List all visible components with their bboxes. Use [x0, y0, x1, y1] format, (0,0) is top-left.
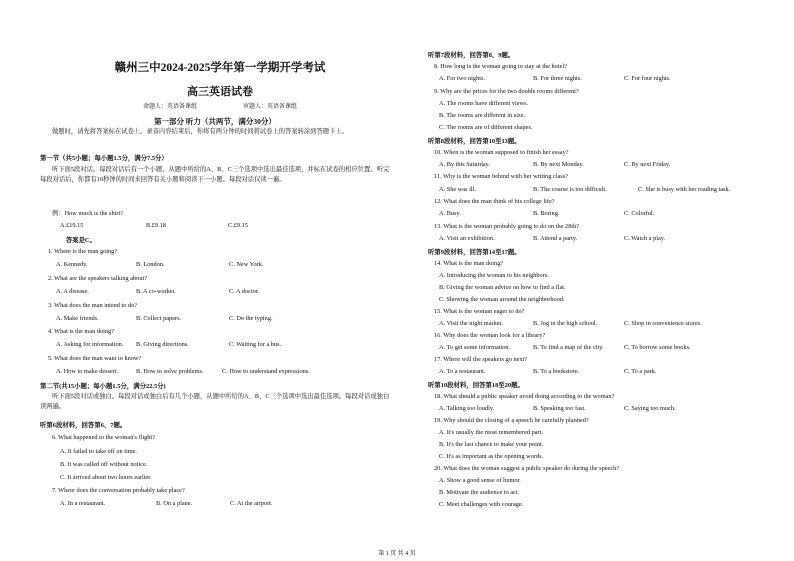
option: C. By next Friday. — [624, 161, 671, 168]
option: B. It was called off without notice. — [60, 461, 148, 468]
authors-line — [120, 101, 320, 110]
example-question: 例：How much is the shirt? — [52, 210, 124, 217]
section1-title: 第一节（共5小题；每小题1.5分，满分7.5分） — [40, 155, 168, 162]
question-2: 2. What are the speakers talking about? — [48, 275, 148, 282]
option: A. How to make dessert. — [56, 368, 119, 375]
option: C. Showing the woman around the neighborhood. — [439, 296, 565, 303]
option: A. It's usually the most remembered part. — [439, 429, 543, 436]
option: C. For four nights. — [624, 75, 671, 82]
option: B. By next Monday. — [533, 161, 584, 168]
option: C. Watch a play. — [624, 235, 666, 242]
author-label: 命题人：英语备课组 — [142, 104, 197, 110]
question-16: 16. Why does the woman look for a library? — [434, 332, 546, 339]
option: A. Busy. — [439, 210, 461, 217]
option: A. Make friends. — [56, 315, 99, 322]
question-6: 6. What happened to the woman's flight? — [52, 434, 155, 441]
option: B. Jog in the high school. — [533, 320, 598, 327]
example-option: A.£19.15 — [60, 222, 84, 229]
option: A. Visit an exhibition. — [439, 235, 495, 242]
material-8-label: 听第8段材料，回答第10至13题。 — [428, 138, 521, 145]
part1-intro: 做题时，请先将答案标在试卷上。录音内容结束后，你将有两分钟的时间将试卷上的答案转涂到答题卡上。 — [52, 128, 348, 135]
option: C. Shop in convenience stores. — [624, 320, 702, 327]
option: A. Kennedy. — [56, 261, 88, 268]
question-13: 13. What is the woman probably going to do on the 28th? — [434, 223, 580, 230]
page-footer: 第 1 页 共 4 页 — [378, 551, 416, 557]
material-6-label: 听第6段材料，回答第6、7题。 — [40, 422, 127, 429]
option: C. New York. — [229, 261, 264, 268]
option: C. At the airport. — [230, 500, 273, 507]
question-17: 17. Where will the speakers go next? — [434, 356, 528, 363]
option: C. A doctor. — [229, 288, 260, 295]
option: C. To a park. — [624, 368, 657, 375]
option: B. To a bookstore. — [533, 368, 580, 375]
option: A. Asking for information. — [56, 341, 124, 348]
example-option: C.£9.15 — [228, 222, 248, 229]
question-15: 15. What is the woman eager to do? — [434, 308, 525, 315]
option: C. The rooms are of different shapes. — [439, 124, 533, 131]
option: B. Giving the woman advice on how to find a flat. — [439, 284, 566, 291]
option: C. Saying too much. — [624, 405, 676, 412]
option: B. Giving directions. — [136, 341, 189, 348]
option: B. Collect papers. — [136, 315, 182, 322]
option: B. The course is too difficult. — [533, 186, 607, 193]
option: A. Introducing the woman to his neighbors. — [439, 272, 549, 279]
option: B. How to solve problems. — [136, 368, 204, 375]
material-10-label: 听第10段材料，回答第18至20题。 — [428, 382, 524, 389]
option: B. The rooms are different in size. — [439, 112, 526, 119]
question-5: 5. What does the man want to know? — [48, 355, 142, 362]
section2-intro: 听下面5段对话或独白。每段对话或独白后有几个小题，从题中所给的A、B、C三个选项中选出最佳选项。每段对话或独白读两遍。 — [40, 393, 390, 410]
question-14: 14. What is the man doing? — [434, 260, 504, 267]
question-1: 1. Where is the man going? — [48, 248, 118, 255]
part1-title: 第一部分 听力（共两节，满分30分） — [154, 117, 276, 126]
option: B. London. — [136, 261, 165, 268]
option: B. For three nights. — [533, 75, 582, 82]
option: B. A co-worker. — [136, 288, 176, 295]
option: A. A disease. — [56, 288, 89, 295]
option: C. Waiting for a bus. — [229, 341, 282, 348]
option: A. For two nights. — [439, 75, 486, 82]
option: C. She is busy with her reading task. — [638, 186, 731, 193]
option: A. In a restaurant. — [60, 500, 106, 507]
option: A. The rooms have different views. — [439, 100, 529, 107]
option: A. She was ill. — [439, 186, 476, 193]
example-answer: 答案是C。 — [66, 237, 96, 244]
reviewer-label: 审题人：英语备课组 — [242, 104, 297, 110]
option: B. Boring. — [533, 210, 560, 217]
question-18: 18. What should a public speaker avoid doing according to the woman? — [434, 393, 615, 400]
option: A. To a restaurant. — [439, 368, 486, 375]
question-10: 10. When is the woman supposed to finish her essay? — [434, 149, 569, 156]
option: B. On a plane. — [156, 500, 193, 507]
question-4: 4. What is the man doing? — [48, 328, 114, 335]
question-9: 9. Why are the prices for the two double rooms different? — [434, 88, 579, 95]
question-12: 12. What does the man think of his college life? — [434, 198, 555, 205]
option: B. To find a map of the city. — [533, 344, 604, 351]
question-20: 20. What does the woman suggest a public speaker do during the speech? — [434, 465, 620, 472]
option: C. How to understand expressions. — [222, 368, 310, 375]
material-7-label: 听第7段材料，回答第8、9题。 — [428, 52, 515, 59]
option: A. Visit the night market. — [439, 320, 503, 327]
option: C. It arrived about two hours earlier. — [60, 474, 152, 481]
section1-intro: 听下面5段对话。每段对话后有一个小题，从题中所给的A、B、C三个选项中选出最佳选项，并标在试卷的相应位置。听完每段对话后，你都有10秒钟的时间来回答有关小题和阅读下一小题。每段对话仅读一遍。 — [40, 166, 390, 183]
question-8: 8. How long is the woman going to stay at the hotel? — [434, 63, 567, 70]
question-3: 3. What does the man intend to do? — [48, 302, 138, 309]
option: A. To get some information. — [439, 344, 511, 351]
option: C. Meet challenges with courage. — [439, 501, 524, 508]
option: A. Show a good sense of humor. — [439, 477, 521, 484]
example-option: B.£9.18 — [146, 222, 166, 229]
option: B. Speaking too fast. — [533, 405, 586, 412]
option: B. Motivate the audience to act. — [439, 489, 520, 496]
option: C. It's as important as the opening words. — [439, 453, 544, 460]
option: B. Attend a party. — [533, 235, 578, 242]
section2-title: 第二节(共15小题；每小题1.5分，满分22.5分) — [40, 383, 166, 390]
material-9-label: 听第9段材料，回答第14至17题。 — [428, 249, 521, 256]
exam-title: 赣州三中2024-2025学年第一学期开学考试 — [114, 62, 326, 74]
option: C. Colorful. — [624, 210, 655, 217]
option: C. Do the typing. — [229, 315, 273, 322]
option: B. It's the last chance to make your point. — [439, 441, 544, 448]
option: A. Talking too loudly. — [439, 405, 495, 412]
exam-subtitle: 高三英语试卷 — [187, 86, 253, 98]
option: A. By this Saturday. — [439, 161, 490, 168]
question-7: 7. Where does the conversation probably take place? — [52, 487, 185, 494]
question-11: 11. Why is the woman behind with her writing class? — [434, 173, 568, 180]
question-19: 19. Why should the closing of a speech be carefully planned? — [434, 417, 589, 424]
option: A. It failed to take off on time. — [60, 448, 137, 455]
option: C. To borrow some books. — [624, 344, 691, 351]
